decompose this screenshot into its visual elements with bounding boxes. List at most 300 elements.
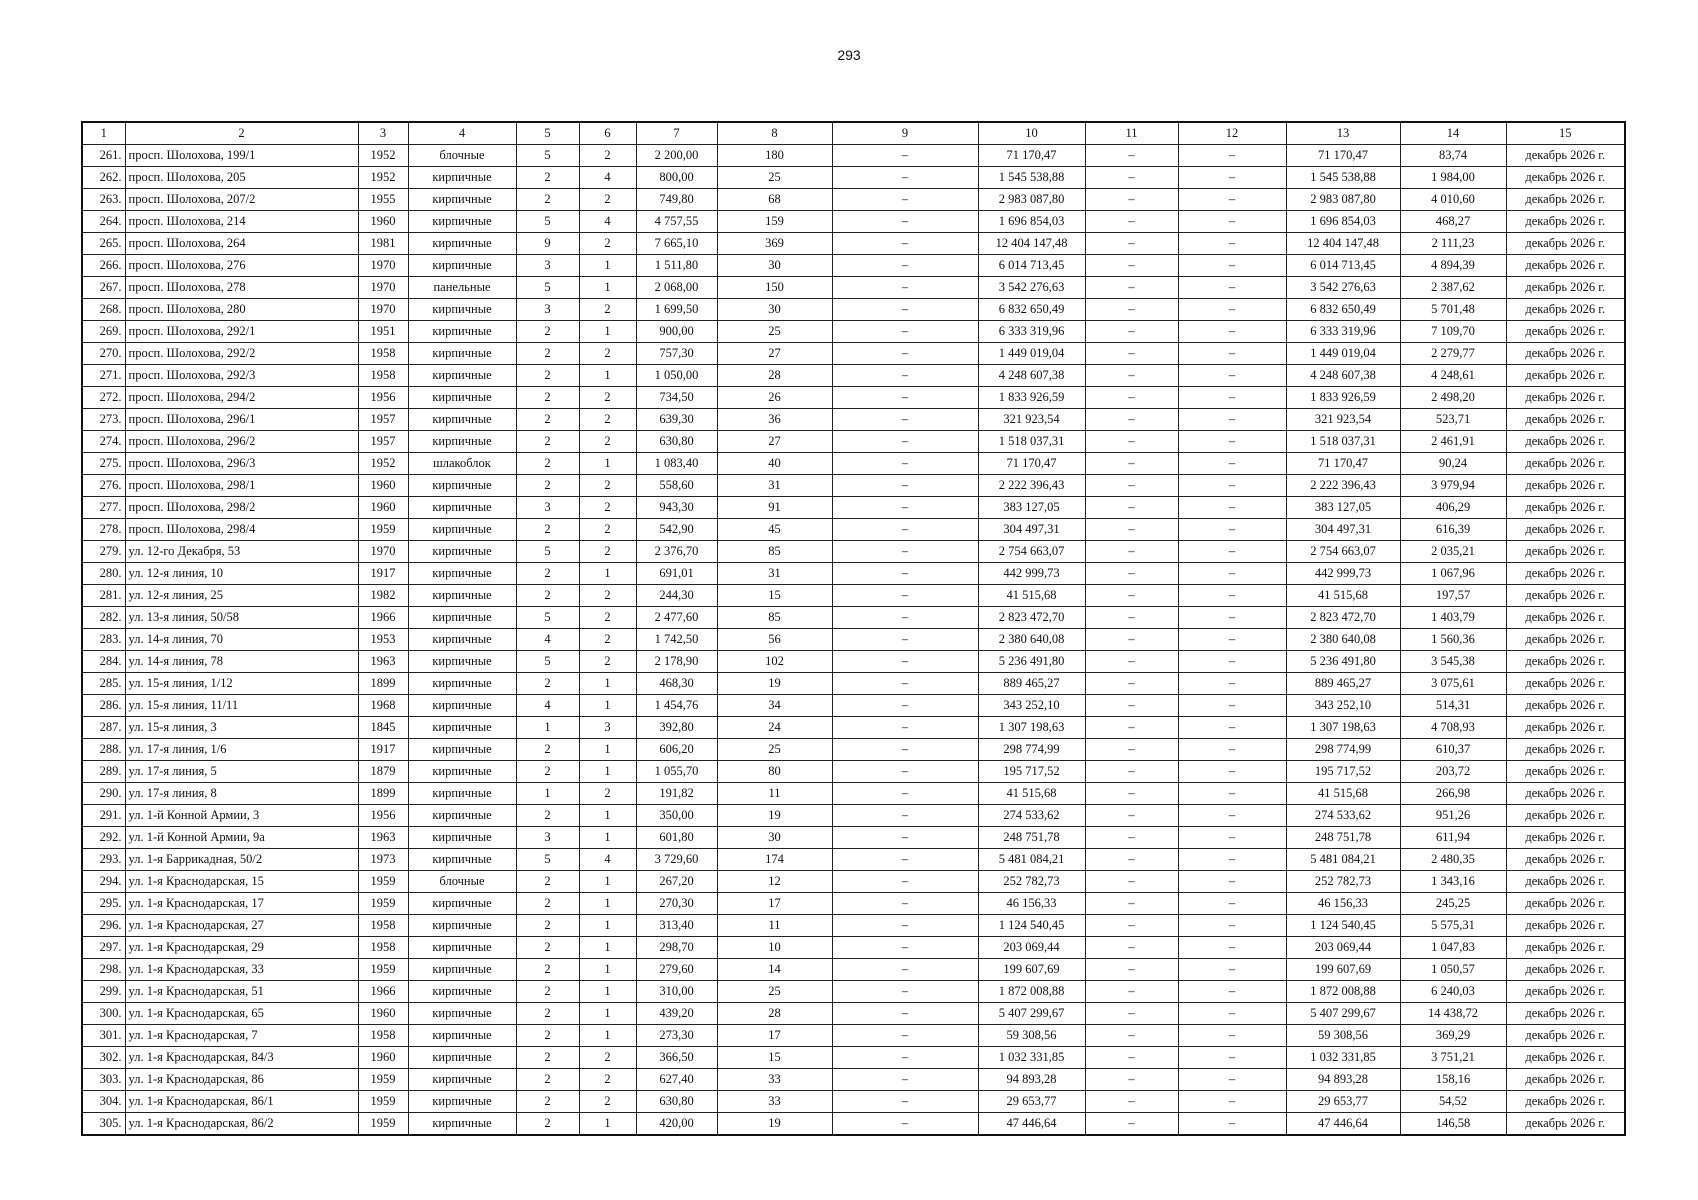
col-9-cell: – [832, 915, 978, 937]
row-number-cell: 292. [82, 827, 125, 849]
row-number-cell: 284. [82, 651, 125, 673]
entrances-cell: 1 [579, 321, 636, 343]
residents-cell: 19 [717, 1113, 832, 1136]
col-9-cell: – [832, 409, 978, 431]
cost-per-m2-cell: 1 403,79 [1400, 607, 1506, 629]
wall-material-cell: кирпичные [408, 937, 516, 959]
wall-material-cell: кирпичные [408, 1069, 516, 1091]
address-cell: просп. Шолохова, 276 [125, 255, 358, 277]
column-header: 2 [125, 122, 358, 145]
address-cell: ул. 1-й Конной Армии, 3 [125, 805, 358, 827]
cost-per-m2-cell: 2 498,20 [1400, 387, 1506, 409]
address-cell: ул. 17-я линия, 5 [125, 761, 358, 783]
cost-per-m2-cell: 3 979,94 [1400, 475, 1506, 497]
cost-per-m2-cell: 158,16 [1400, 1069, 1506, 1091]
floors-cell: 4 [516, 629, 579, 651]
residents-cell: 19 [717, 805, 832, 827]
row-number-cell: 288. [82, 739, 125, 761]
area-cell: 630,80 [636, 1091, 717, 1113]
cost-per-m2-cell: 266,98 [1400, 783, 1506, 805]
col-11-cell: – [1085, 343, 1178, 365]
residents-cell: 27 [717, 343, 832, 365]
deadline-cell: декабрь 2026 г. [1506, 321, 1625, 343]
col-11-cell: – [1085, 739, 1178, 761]
cost-total-cell: 3 542 276,63 [978, 277, 1085, 299]
floors-cell: 1 [516, 783, 579, 805]
deadline-cell: декабрь 2026 г. [1506, 1091, 1625, 1113]
col-9-cell: – [832, 365, 978, 387]
column-header: 6 [579, 122, 636, 145]
cost-per-m2-cell: 1 047,83 [1400, 937, 1506, 959]
year-built-cell: 1963 [358, 827, 408, 849]
page-number: 293 [837, 47, 861, 63]
entrances-cell: 1 [579, 1025, 636, 1047]
address-cell: ул. 1-я Краснодарская, 84/3 [125, 1047, 358, 1069]
row-number-cell: 297. [82, 937, 125, 959]
year-built-cell: 1952 [358, 453, 408, 475]
address-cell: просп. Шолохова, 264 [125, 233, 358, 255]
col-9-cell: – [832, 673, 978, 695]
cost-total-cell: 2 983 087,80 [978, 189, 1085, 211]
year-built-cell: 1982 [358, 585, 408, 607]
column-header: 13 [1286, 122, 1400, 145]
entrances-cell: 2 [579, 629, 636, 651]
row-number-cell: 298. [82, 959, 125, 981]
cost-total-cell: 4 248 607,38 [978, 365, 1085, 387]
cost-fund-cell: 274 533,62 [1286, 805, 1400, 827]
table-row [82, 629, 1625, 651]
col-12-cell: – [1178, 255, 1286, 277]
row-number-cell: 286. [82, 695, 125, 717]
col-11-cell: – [1085, 783, 1178, 805]
floors-cell: 2 [516, 1113, 579, 1136]
entrances-cell: 1 [579, 937, 636, 959]
col-11-cell: – [1085, 1069, 1178, 1091]
residents-cell: 27 [717, 431, 832, 453]
area-cell: 2 178,90 [636, 651, 717, 673]
col-11-cell: – [1085, 871, 1178, 893]
col-11-cell: – [1085, 959, 1178, 981]
year-built-cell: 1959 [358, 1113, 408, 1136]
cost-total-cell: 304 497,31 [978, 519, 1085, 541]
col-12-cell: – [1178, 233, 1286, 255]
cost-per-m2-cell: 4 010,60 [1400, 189, 1506, 211]
year-built-cell: 1970 [358, 299, 408, 321]
column-header: 8 [717, 122, 832, 145]
floors-cell: 2 [516, 585, 579, 607]
area-cell: 2 068,00 [636, 277, 717, 299]
deadline-cell: декабрь 2026 г. [1506, 937, 1625, 959]
year-built-cell: 1981 [358, 233, 408, 255]
wall-material-cell: кирпичные [408, 629, 516, 651]
col-11-cell: – [1085, 629, 1178, 651]
table-row [82, 1091, 1625, 1113]
table-row [82, 893, 1625, 915]
col-11-cell: – [1085, 1047, 1178, 1069]
cost-total-cell: 1 307 198,63 [978, 717, 1085, 739]
row-number-cell: 267. [82, 277, 125, 299]
residents-cell: 24 [717, 717, 832, 739]
col-9-cell: – [832, 497, 978, 519]
wall-material-cell: кирпичные [408, 365, 516, 387]
cost-per-m2-cell: 523,71 [1400, 409, 1506, 431]
cost-total-cell: 71 170,47 [978, 145, 1085, 167]
year-built-cell: 1879 [358, 761, 408, 783]
col-11-cell: – [1085, 607, 1178, 629]
cost-fund-cell: 1 545 538,88 [1286, 167, 1400, 189]
cost-fund-cell: 59 308,56 [1286, 1025, 1400, 1047]
cost-total-cell: 1 518 037,31 [978, 431, 1085, 453]
address-cell: ул. 1-я Краснодарская, 33 [125, 959, 358, 981]
floors-cell: 2 [516, 475, 579, 497]
cost-fund-cell: 41 515,68 [1286, 585, 1400, 607]
cost-fund-cell: 71 170,47 [1286, 453, 1400, 475]
deadline-cell: декабрь 2026 г. [1506, 453, 1625, 475]
wall-material-cell: кирпичные [408, 321, 516, 343]
row-number-cell: 305. [82, 1113, 125, 1136]
cost-fund-cell: 2 222 396,43 [1286, 475, 1400, 497]
deadline-cell: декабрь 2026 г. [1506, 717, 1625, 739]
area-cell: 7 665,10 [636, 233, 717, 255]
year-built-cell: 1960 [358, 497, 408, 519]
col-9-cell: – [832, 783, 978, 805]
residents-cell: 26 [717, 387, 832, 409]
floors-cell: 9 [516, 233, 579, 255]
wall-material-cell: кирпичные [408, 1025, 516, 1047]
address-cell: ул. 15-я линия, 3 [125, 717, 358, 739]
entrances-cell: 2 [579, 607, 636, 629]
area-cell: 279,60 [636, 959, 717, 981]
table-row [82, 1047, 1625, 1069]
address-cell: ул. 17-я линия, 8 [125, 783, 358, 805]
cost-fund-cell: 5 407 299,67 [1286, 1003, 1400, 1025]
floors-cell: 3 [516, 299, 579, 321]
cost-fund-cell: 2 380 640,08 [1286, 629, 1400, 651]
wall-material-cell: кирпичные [408, 761, 516, 783]
col-12-cell: – [1178, 695, 1286, 717]
row-number-cell: 272. [82, 387, 125, 409]
cost-fund-cell: 6 333 319,96 [1286, 321, 1400, 343]
column-header: 4 [408, 122, 516, 145]
year-built-cell: 1959 [358, 893, 408, 915]
wall-material-cell: кирпичные [408, 739, 516, 761]
area-cell: 1 742,50 [636, 629, 717, 651]
address-cell: просп. Шолохова, 296/3 [125, 453, 358, 475]
address-cell: ул. 12-я линия, 10 [125, 563, 358, 585]
wall-material-cell: кирпичные [408, 585, 516, 607]
year-built-cell: 1968 [358, 695, 408, 717]
wall-material-cell: кирпичные [408, 695, 516, 717]
table-row [82, 717, 1625, 739]
deadline-cell: декабрь 2026 г. [1506, 651, 1625, 673]
cost-per-m2-cell: 2 279,77 [1400, 343, 1506, 365]
cost-per-m2-cell: 610,37 [1400, 739, 1506, 761]
address-cell: просп. Шолохова, 296/1 [125, 409, 358, 431]
cost-fund-cell: 6 014 713,45 [1286, 255, 1400, 277]
cost-per-m2-cell: 1 050,57 [1400, 959, 1506, 981]
wall-material-cell: кирпичные [408, 1113, 516, 1136]
year-built-cell: 1899 [358, 673, 408, 695]
col-9-cell: – [832, 849, 978, 871]
col-9-cell: – [832, 1091, 978, 1113]
address-cell: ул. 1-й Конной Армии, 9а [125, 827, 358, 849]
col-9-cell: – [832, 651, 978, 673]
col-9-cell: – [832, 541, 978, 563]
cost-per-m2-cell: 2 111,23 [1400, 233, 1506, 255]
col-11-cell: – [1085, 321, 1178, 343]
col-11-cell: – [1085, 585, 1178, 607]
cost-per-m2-cell: 3 075,61 [1400, 673, 1506, 695]
col-12-cell: – [1178, 1069, 1286, 1091]
address-cell: просп. Шолохова, 199/1 [125, 145, 358, 167]
residents-cell: 19 [717, 673, 832, 695]
row-number-cell: 278. [82, 519, 125, 541]
floors-cell: 2 [516, 1025, 579, 1047]
wall-material-cell: панельные [408, 277, 516, 299]
cost-total-cell: 199 607,69 [978, 959, 1085, 981]
col-11-cell: – [1085, 937, 1178, 959]
col-9-cell: – [832, 387, 978, 409]
col-9-cell: – [832, 1047, 978, 1069]
cost-per-m2-cell: 406,29 [1400, 497, 1506, 519]
row-number-cell: 296. [82, 915, 125, 937]
col-11-cell: – [1085, 365, 1178, 387]
address-cell: ул. 1-я Баррикадная, 50/2 [125, 849, 358, 871]
area-cell: 298,70 [636, 937, 717, 959]
deadline-cell: декабрь 2026 г. [1506, 695, 1625, 717]
area-cell: 267,20 [636, 871, 717, 893]
year-built-cell: 1956 [358, 805, 408, 827]
housing-register-table [81, 121, 1626, 1136]
residents-cell: 12 [717, 871, 832, 893]
cost-fund-cell: 1 518 037,31 [1286, 431, 1400, 453]
table-row [82, 673, 1625, 695]
floors-cell: 3 [516, 497, 579, 519]
row-number-cell: 287. [82, 717, 125, 739]
wall-material-cell: кирпичные [408, 519, 516, 541]
residents-cell: 15 [717, 1047, 832, 1069]
area-cell: 392,80 [636, 717, 717, 739]
area-cell: 420,00 [636, 1113, 717, 1136]
address-cell: ул. 1-я Краснодарская, 27 [125, 915, 358, 937]
area-cell: 273,30 [636, 1025, 717, 1047]
col-12-cell: – [1178, 541, 1286, 563]
col-11-cell: – [1085, 761, 1178, 783]
residents-cell: 159 [717, 211, 832, 233]
cost-total-cell: 2 754 663,07 [978, 541, 1085, 563]
wall-material-cell: кирпичные [408, 959, 516, 981]
area-cell: 606,20 [636, 739, 717, 761]
wall-material-cell: кирпичные [408, 673, 516, 695]
floors-cell: 2 [516, 805, 579, 827]
area-cell: 630,80 [636, 431, 717, 453]
area-cell: 1 050,00 [636, 365, 717, 387]
deadline-cell: декабрь 2026 г. [1506, 145, 1625, 167]
row-number-cell: 289. [82, 761, 125, 783]
row-number-cell: 268. [82, 299, 125, 321]
year-built-cell: 1952 [358, 167, 408, 189]
header-row [82, 122, 1625, 145]
year-built-cell: 1956 [358, 387, 408, 409]
cost-per-m2-cell: 6 240,03 [1400, 981, 1506, 1003]
area-cell: 310,00 [636, 981, 717, 1003]
area-cell: 900,00 [636, 321, 717, 343]
table-row [82, 299, 1625, 321]
area-cell: 2 200,00 [636, 145, 717, 167]
cost-fund-cell: 2 823 472,70 [1286, 607, 1400, 629]
address-cell: просп. Шолохова, 292/1 [125, 321, 358, 343]
table-row [82, 233, 1625, 255]
residents-cell: 80 [717, 761, 832, 783]
column-header: 1 [82, 122, 125, 145]
cost-fund-cell: 1 872 008,88 [1286, 981, 1400, 1003]
table-row [82, 519, 1625, 541]
col-12-cell: – [1178, 717, 1286, 739]
cost-total-cell: 889 465,27 [978, 673, 1085, 695]
table-row [82, 651, 1625, 673]
entrances-cell: 1 [579, 805, 636, 827]
col-12-cell: – [1178, 871, 1286, 893]
row-number-cell: 277. [82, 497, 125, 519]
cost-per-m2-cell: 1 343,16 [1400, 871, 1506, 893]
col-12-cell: – [1178, 1047, 1286, 1069]
col-9-cell: – [832, 761, 978, 783]
residents-cell: 85 [717, 541, 832, 563]
cost-fund-cell: 304 497,31 [1286, 519, 1400, 541]
cost-fund-cell: 1 833 926,59 [1286, 387, 1400, 409]
col-12-cell: – [1178, 167, 1286, 189]
deadline-cell: декабрь 2026 г. [1506, 805, 1625, 827]
cost-total-cell: 46 156,33 [978, 893, 1085, 915]
address-cell: просп. Шолохова, 278 [125, 277, 358, 299]
residents-cell: 68 [717, 189, 832, 211]
row-number-cell: 293. [82, 849, 125, 871]
cost-per-m2-cell: 14 438,72 [1400, 1003, 1506, 1025]
table-row [82, 1069, 1625, 1091]
row-number-cell: 269. [82, 321, 125, 343]
col-9-cell: – [832, 563, 978, 585]
cost-total-cell: 442 999,73 [978, 563, 1085, 585]
deadline-cell: декабрь 2026 г. [1506, 277, 1625, 299]
floors-cell: 3 [516, 255, 579, 277]
col-12-cell: – [1178, 563, 1286, 585]
cost-fund-cell: 5 481 084,21 [1286, 849, 1400, 871]
residents-cell: 150 [717, 277, 832, 299]
deadline-cell: декабрь 2026 г. [1506, 761, 1625, 783]
residents-cell: 30 [717, 299, 832, 321]
address-cell: ул. 15-я линия, 1/12 [125, 673, 358, 695]
row-number-cell: 264. [82, 211, 125, 233]
address-cell: ул. 15-я линия, 11/11 [125, 695, 358, 717]
address-cell: ул. 1-я Краснодарская, 7 [125, 1025, 358, 1047]
year-built-cell: 1957 [358, 431, 408, 453]
cost-total-cell: 1 124 540,45 [978, 915, 1085, 937]
floors-cell: 2 [516, 871, 579, 893]
table-row [82, 871, 1625, 893]
cost-total-cell: 274 533,62 [978, 805, 1085, 827]
wall-material-cell: кирпичные [408, 1091, 516, 1113]
table-row [82, 959, 1625, 981]
area-cell: 3 729,60 [636, 849, 717, 871]
col-12-cell: – [1178, 343, 1286, 365]
table-row [82, 849, 1625, 871]
address-cell: ул. 1-я Краснодарская, 15 [125, 871, 358, 893]
table-row [82, 365, 1625, 387]
deadline-cell: декабрь 2026 г. [1506, 585, 1625, 607]
year-built-cell: 1970 [358, 541, 408, 563]
cost-fund-cell: 3 542 276,63 [1286, 277, 1400, 299]
wall-material-cell: кирпичные [408, 651, 516, 673]
deadline-cell: декабрь 2026 г. [1506, 849, 1625, 871]
col-11-cell: – [1085, 673, 1178, 695]
cost-fund-cell: 41 515,68 [1286, 783, 1400, 805]
residents-cell: 31 [717, 475, 832, 497]
cost-total-cell: 6 014 713,45 [978, 255, 1085, 277]
table-body [82, 145, 1625, 1136]
entrances-cell: 1 [579, 1003, 636, 1025]
col-11-cell: – [1085, 651, 1178, 673]
cost-per-m2-cell: 1 984,00 [1400, 167, 1506, 189]
col-9-cell: – [832, 937, 978, 959]
address-cell: просп. Шолохова, 292/2 [125, 343, 358, 365]
cost-total-cell: 248 751,78 [978, 827, 1085, 849]
row-number-cell: 302. [82, 1047, 125, 1069]
year-built-cell: 1952 [358, 145, 408, 167]
year-built-cell: 1957 [358, 409, 408, 431]
wall-material-cell: блочные [408, 871, 516, 893]
address-cell: просп. Шолохова, 205 [125, 167, 358, 189]
row-number-cell: 261. [82, 145, 125, 167]
col-11-cell: – [1085, 805, 1178, 827]
floors-cell: 2 [516, 431, 579, 453]
entrances-cell: 4 [579, 849, 636, 871]
table-row [82, 915, 1625, 937]
cost-fund-cell: 1 449 019,04 [1286, 343, 1400, 365]
cost-total-cell: 203 069,44 [978, 937, 1085, 959]
wall-material-cell: кирпичные [408, 827, 516, 849]
area-cell: 270,30 [636, 893, 717, 915]
row-number-cell: 290. [82, 783, 125, 805]
col-11-cell: – [1085, 233, 1178, 255]
floors-cell: 2 [516, 1069, 579, 1091]
cost-fund-cell: 199 607,69 [1286, 959, 1400, 981]
col-11-cell: – [1085, 431, 1178, 453]
residents-cell: 28 [717, 365, 832, 387]
col-12-cell: – [1178, 211, 1286, 233]
cost-total-cell: 12 404 147,48 [978, 233, 1085, 255]
col-9-cell: – [832, 343, 978, 365]
deadline-cell: декабрь 2026 г. [1506, 673, 1625, 695]
col-9-cell: – [832, 321, 978, 343]
floors-cell: 2 [516, 937, 579, 959]
cost-total-cell: 2 380 640,08 [978, 629, 1085, 651]
col-12-cell: – [1178, 805, 1286, 827]
entrances-cell: 2 [579, 585, 636, 607]
address-cell: просп. Шолохова, 294/2 [125, 387, 358, 409]
col-11-cell: – [1085, 255, 1178, 277]
col-11-cell: – [1085, 453, 1178, 475]
floors-cell: 5 [516, 211, 579, 233]
area-cell: 757,30 [636, 343, 717, 365]
cost-total-cell: 1 032 331,85 [978, 1047, 1085, 1069]
wall-material-cell: кирпичные [408, 915, 516, 937]
deadline-cell: декабрь 2026 г. [1506, 497, 1625, 519]
deadline-cell: декабрь 2026 г. [1506, 1069, 1625, 1091]
table-row [82, 167, 1625, 189]
row-number-cell: 283. [82, 629, 125, 651]
cost-per-m2-cell: 203,72 [1400, 761, 1506, 783]
address-cell: ул. 13-я линия, 50/58 [125, 607, 358, 629]
